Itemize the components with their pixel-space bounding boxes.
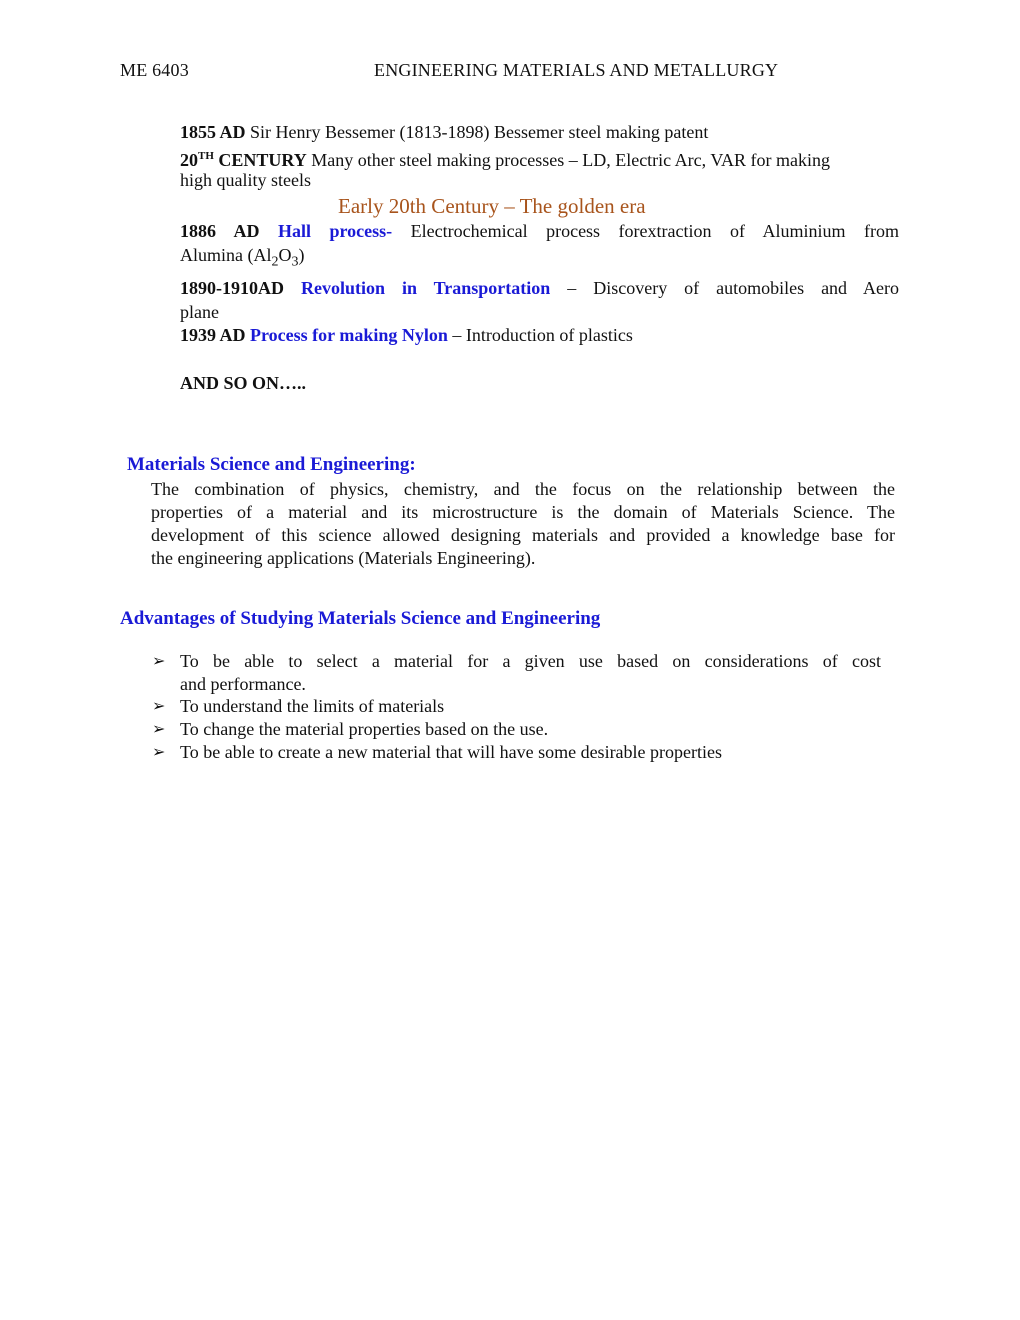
timeline-20th-century	[180, 145, 830, 172]
advantage-item-2: To understand the limits of materials	[180, 696, 445, 716]
arrow-bullet-icon: ➢	[152, 721, 166, 738]
advantage-item-3: To change the material properties based on the use.	[180, 719, 549, 739]
timeline-nylon	[180, 324, 633, 347]
year-label: 1890-1910AD	[180, 278, 284, 298]
course-code: ME 6403	[120, 60, 189, 80]
arrow-bullet-icon: ➢	[152, 698, 166, 715]
timeline-text: – Discovery of automobiles and Aero	[567, 278, 900, 298]
era-heading: Early 20th Century – The golden era	[338, 194, 646, 218]
and-so-on: AND SO ON…..	[180, 373, 307, 393]
year-label: 1855 AD	[180, 122, 246, 142]
process-title: Process for making Nylon	[250, 325, 448, 345]
timeline-text: Many other steel making processes – LD, Electric Arc, VAR for making	[311, 150, 830, 170]
mse-line-4: the engineering applications (Materials Engineering).	[151, 548, 536, 568]
year-label: 1886 AD	[180, 221, 260, 241]
timeline-hall	[180, 220, 899, 243]
timeline-transport-cont: plane	[180, 302, 219, 322]
process-title: Revolution in Transportation	[300, 278, 551, 298]
arrow-bullet-icon: ➢	[152, 744, 166, 761]
advantages-heading: Advantages of Studying Materials Science and Engineering	[120, 608, 601, 629]
year-label: 20TH CENTURY	[180, 150, 307, 170]
process-title: Hall process-	[278, 221, 393, 241]
mse-line-3: development of this science allowed designing materials and provided a knowledge base for	[151, 525, 895, 545]
timeline-text: – Introduction of plastics	[452, 325, 633, 345]
timeline-transport	[180, 277, 899, 300]
timeline-text: Sir Henry Bessemer (1813-1898) Bessemer steel making patent	[250, 122, 709, 142]
advantage-item-1: To be able to select a material for a given use based on considerations of cost	[180, 651, 881, 671]
advantage-item-4: To be able to create a new material that will have some desirable properties	[180, 742, 723, 762]
arrow-bullet-icon: ➢	[152, 653, 166, 670]
timeline-20th-century-cont: high quality steels	[180, 170, 311, 190]
alumina-formula: Alumina $(Al_2O_3)$	[180, 245, 305, 270]
timeline-bessemer	[180, 121, 708, 144]
mse-heading: Materials Science and Engineering:	[127, 454, 416, 475]
mse-line-2: properties of a material and its microstructure is the domain of Materials Science. The	[151, 502, 895, 522]
advantage-item-1-cont: and performance.	[180, 674, 306, 694]
year-label: 1939 AD	[180, 325, 246, 345]
course-title: ENGINEERING MATERIALS AND METALLURGY	[374, 60, 779, 80]
timeline-text: Electrochemical process forextraction of Aluminium from	[410, 221, 899, 241]
mse-line-1: The combination of physics, chemistry, and the focus on the relationship between the	[151, 479, 895, 499]
